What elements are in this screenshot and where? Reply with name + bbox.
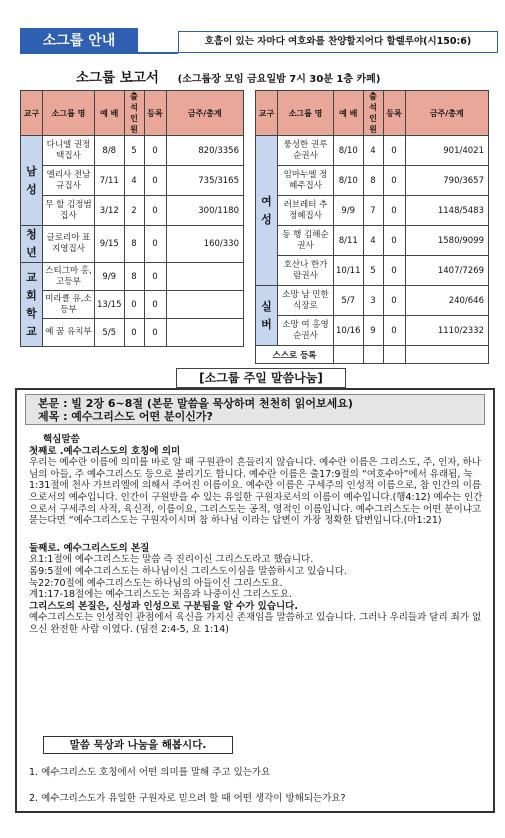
members-cell: 4 (124, 166, 144, 196)
table-cell (363, 346, 383, 364)
offering-cell: 1580/9099 (405, 226, 489, 256)
table-row (21, 319, 244, 347)
col-date: 예 배 (334, 91, 364, 136)
col-offering: 금주/총계 (166, 91, 244, 136)
table-row (21, 291, 244, 319)
table-row (256, 136, 489, 166)
header-tab: 소그룹 안내 (20, 28, 138, 54)
header (14, 28, 498, 54)
second-line: 계1:17-18절에는 예수그리스도는 처음과 나중이신 그리스도요. (29, 589, 293, 601)
table-row (21, 166, 244, 196)
topic-line: 제목 : 예수그리스도 어떤 분이신가? (38, 410, 213, 423)
group-label: 교회학교 (21, 263, 43, 347)
second-heading: 둘째로. 예수그리스도의 본질 (29, 542, 150, 554)
table-row (21, 226, 244, 263)
col-register: 등록 (383, 91, 405, 136)
question-title: 말씀 묵상과 나눔을 해봅시다. (43, 736, 233, 754)
name-cell: 동 행 김해순권사 (278, 226, 334, 256)
name-cell: 풍성한 권루순권사 (278, 136, 334, 166)
group-label: 여성 (256, 136, 278, 286)
col-members: 출석 인원 (363, 91, 383, 136)
question-2: 2. 예수그리스도가 유일한 구원자로 믿으려 할 때 어떤 생각이 방해되는가요? (29, 793, 346, 804)
name-cell: 미라클 유,소등부 (43, 291, 95, 319)
date-cell: 7/11 (95, 166, 125, 196)
date-cell: 8/10 (334, 136, 364, 166)
self-register-row (256, 346, 489, 364)
report-subtitle: (소그룹장 모임 금요일밤 7시 30분 1층 카페) (177, 74, 381, 85)
name-cell: 스티그마 홍, 고등부 (43, 263, 95, 291)
register-cell: 0 (383, 196, 405, 226)
self-register-label: 스스로 등록 (256, 346, 334, 364)
name-cell: 엘리사 전남규집사 (43, 166, 95, 196)
offering-cell: 790/3657 (405, 166, 489, 196)
table-row (21, 263, 244, 291)
members-cell: 4 (363, 226, 383, 256)
name-cell: 글로리아 표지영집사 (43, 226, 95, 263)
register-cell: 0 (383, 136, 405, 166)
group-label: 실버 (256, 286, 278, 346)
register-cell: 0 (383, 226, 405, 256)
name-cell: 무 할 김정범집사 (43, 196, 95, 226)
offering-cell (166, 319, 244, 347)
offering-cell: 240/646 (405, 286, 489, 316)
date-cell: 9/9 (95, 263, 125, 291)
date-cell: 8/11 (334, 226, 364, 256)
second-line: 눅22:70절에 예수그리스도는 하나님의 아들이신 그리스도요. (29, 577, 283, 589)
first-heading: 첫째로 .예수그리스도의 호칭에 의미 (29, 445, 181, 457)
register-cell: 0 (383, 286, 405, 316)
register-cell: 0 (383, 256, 405, 286)
header-divider (138, 52, 178, 54)
offering-cell: 735/3165 (166, 166, 244, 196)
members-cell: 4 (363, 136, 383, 166)
table-row (256, 316, 489, 346)
members-cell: 7 (363, 196, 383, 226)
first-body: 우리는 예수란 이름에 의미를 바로 알 때 구원관이 흔들리지 않습니다. 예수란 이름은 그리스도, 주, 인자, 하나님의 아들, 주 예수그리스도 등으로 불리기도 합니다. 예수란 이름은 출17:9절의 “여호수아”에서 유래됨, 눅1:31절에 천사 가브리엘에 의해서 주어진 이름이요. 예수란 이름은 구세주의 인성적 이름으로, 참 인간의 이름으로서의 예수입니다. 인간이 구원받을 수 있는 유일한 구원자로서의 이름이 예수입니다.(행4:12) 예수는 인간으로서 구세주의 사적, 육신적, 이름이요, 그리스도는 공적, 영적인 이름입니다. 예수그리스도는 어떤 분이냐고 묻는다면 “예수그리스도는 구원자이시며 참 하나님 이라는 답변이 가장 정확한 답변입니다.(마1:21) (29, 457, 483, 527)
date-cell: 5/7 (334, 286, 364, 316)
date-cell: 9/9 (334, 196, 364, 226)
register-cell: 0 (383, 166, 405, 196)
col-group: 교구 (256, 91, 278, 136)
name-cell: 임마누엘 정혜주집사 (278, 166, 334, 196)
name-cell: 호산나 한가람권사 (278, 256, 334, 286)
sharing-title: [소그룹 주일 말씀나눔] (176, 368, 346, 388)
members-cell: 8 (124, 263, 144, 291)
report-table-right (255, 90, 489, 364)
name-cell: 다니엘 권정택집사 (43, 136, 95, 166)
register-cell: 0 (144, 291, 166, 319)
members-cell: 9 (363, 316, 383, 346)
table-row (21, 196, 244, 226)
col-register: 등록 (144, 91, 166, 136)
register-cell: 0 (144, 226, 166, 263)
offering-cell: 300/1180 (166, 196, 244, 226)
date-cell: 5/5 (95, 319, 125, 347)
register-cell: 0 (144, 319, 166, 347)
members-cell: 5 (124, 136, 144, 166)
offering-cell: 1110/2332 (405, 316, 489, 346)
members-cell: 5 (363, 256, 383, 286)
scripture-line: 본문 : 빌 2장 6~8절 (본문 말씀을 묵상하며 천천히 읽어보세요) (38, 397, 353, 410)
table-row (256, 196, 489, 226)
col-offering: 금주/총계 (405, 91, 489, 136)
members-cell: 0 (124, 319, 144, 347)
header-verse: 호흡이 있는 자마다 여호와를 찬양할지어다 할렐루야(시150:6) (178, 31, 498, 53)
name-cell: 러브레터 추정혜집사 (278, 196, 334, 226)
date-cell: 3/12 (95, 196, 125, 226)
date-cell: 10/11 (334, 256, 364, 286)
members-cell: 8 (124, 226, 144, 263)
table-cell (334, 346, 364, 364)
col-name: 소그룹 명 (278, 91, 334, 136)
report-title (76, 66, 380, 86)
date-cell: 8/8 (95, 136, 125, 166)
table-cell (405, 346, 489, 364)
col-name: 소그룹 명 (43, 91, 95, 136)
register-cell: 0 (144, 196, 166, 226)
offering-cell: 1148/5483 (405, 196, 489, 226)
register-cell: 0 (144, 166, 166, 196)
offering-cell (166, 263, 244, 291)
report-table-left (20, 90, 244, 347)
date-cell: 9/15 (95, 226, 125, 263)
members-cell: 8 (363, 166, 383, 196)
sharing-content (29, 434, 487, 636)
table-row (256, 286, 489, 316)
register-cell: 0 (144, 263, 166, 291)
members-cell: 0 (124, 291, 144, 319)
date-cell: 13/15 (95, 291, 125, 319)
report-title-text: 소그룹 보고서 (76, 70, 159, 86)
register-cell: 0 (383, 316, 405, 346)
table-header-row (21, 91, 244, 136)
date-cell: 10/16 (334, 316, 364, 346)
offering-cell: 1407/7269 (405, 256, 489, 286)
members-cell: 3 (363, 286, 383, 316)
core-label: 핵심말씀 (43, 434, 80, 445)
offering-cell: 901/4021 (405, 136, 489, 166)
col-group: 교구 (21, 91, 43, 136)
name-cell: 소망 남 민한식장로 (278, 286, 334, 316)
group-label: 남성 (21, 136, 43, 226)
members-cell: 2 (124, 196, 144, 226)
sharing-box (15, 388, 495, 813)
register-cell: 0 (144, 136, 166, 166)
question-1: 1. 예수그리스도 호칭에서 어떤 의미를 말해 주고 있는가요 (29, 767, 271, 778)
table-row (21, 136, 244, 166)
table-row (256, 166, 489, 196)
table-row (256, 226, 489, 256)
table-header-row (256, 91, 489, 136)
second-line: 롬9:5절에 예수그리스도는 하나님이신 그리스도이심을 말씀하시고 있습니다. (29, 565, 347, 577)
group-label: 청년 (21, 226, 43, 263)
second-line: 요1:1절에 예수그리스도는 말씀 즉 진리이신 그리스도라고 했습니다. (29, 554, 314, 566)
col-date: 예 배 (95, 91, 125, 136)
offering-cell: 820/3356 (166, 136, 244, 166)
offering-cell (166, 291, 244, 319)
col-members: 출석 인원 (124, 91, 144, 136)
name-cell: 예 꿈 유치부 (43, 319, 95, 347)
table-cell (383, 346, 405, 364)
table-row (256, 256, 489, 286)
sharing-headline (25, 394, 485, 425)
date-cell: 8/10 (334, 166, 364, 196)
name-cell: 소망 여 홍영순권사 (278, 316, 334, 346)
second-tail: 예수그리스도는 인성적인 관점에서 육신을 가지신 존재임을 말씀하고 있습니다. 그러나 우리들과 달리 죄가 없으신 완전한 사람 이였다. (딤전 2:4-5, 요 1:14) (29, 612, 482, 635)
second-bold: 그리스도의 본질은, 신성과 인성으로 구분됨을 알 수가 있습니다. (29, 600, 298, 612)
offering-cell: 160/330 (166, 226, 244, 263)
